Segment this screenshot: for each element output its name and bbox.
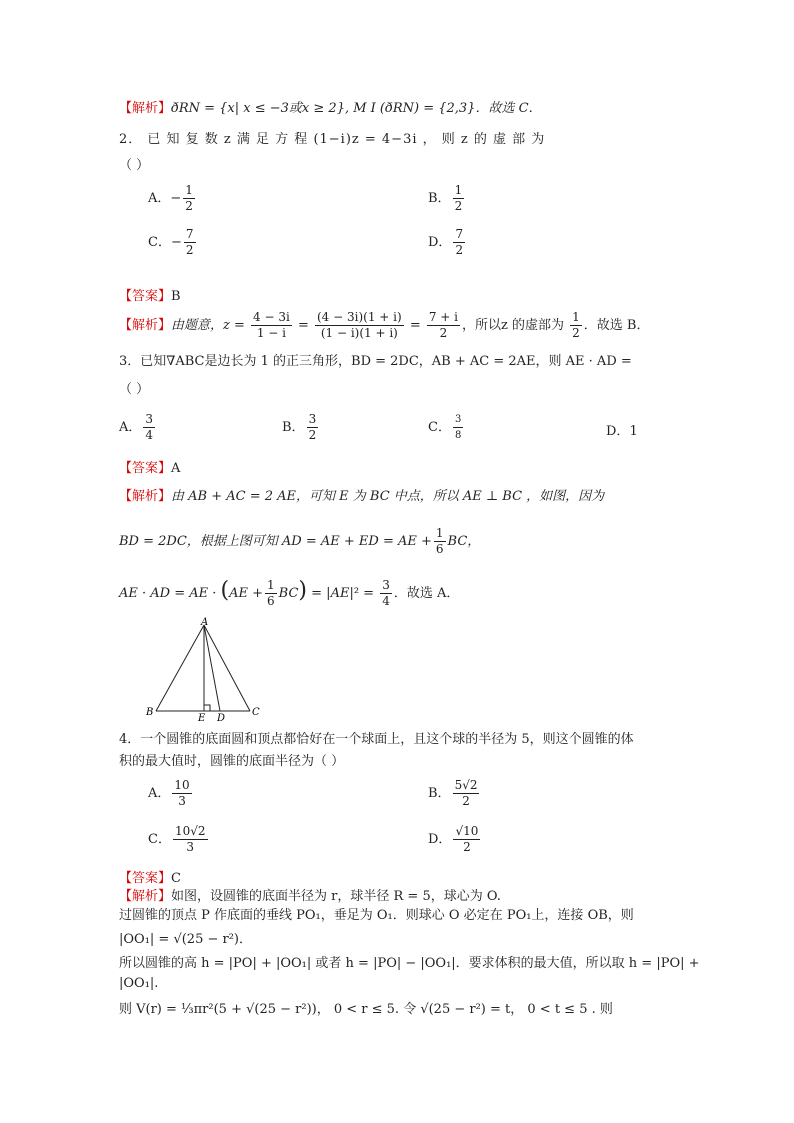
q2-option-c: C．− $\frac{7}{2}$ (148, 227, 194, 257)
q3-option-b: B． $\frac{3}{2}$ (282, 412, 317, 442)
triangle-figure (140, 615, 270, 725)
q2-analysis: 【解析】由题意，z = $\frac{4 - 3i}{1 - i}$ = $\frac{(4 - 3i)(1 + i)}{(1 - i)(1 + i)}$ = $\frac{7 + i}{2}$ ，所以z 的虚部为 $\frac{1}{2}$ ．故选 B． (119, 310, 650, 340)
q3-stem: 3．已知∇ABC是边长为 1 的正三角形，BD = 2DC，AB + AC = 2AE，则 AE · AD = (119, 354, 632, 369)
q3-analysis-line1: 【解析】由 AB + AC = 2 AE，可知 E 为 BC 中点，所以 AE ⊥ BC ，如图，因为 (119, 488, 605, 504)
q4-option-b: B． $\frac{5√2}{2}$ (428, 778, 478, 808)
q3-option-d: D．1 (606, 424, 638, 439)
q2-option-a: A．− $\frac{1}{2}$ (148, 183, 193, 213)
q4-option-a: A． $\frac{10}{3}$ (148, 778, 190, 808)
q4-analysis-line3: |OO₁| = √(25 − r²)． (119, 932, 252, 947)
q4-analysis-line6: 则 V(r) = ⅓πr²(5 + √(25 − r²))， 0 < r ≤ 5. 令 √(25 − r²) = t， 0 < t ≤ 5 . 则 (119, 1002, 613, 1017)
q4-answer: 【答案】C (119, 870, 181, 886)
q3-paren: （ ） (119, 382, 150, 397)
q2-option-d: D． $\frac{7}{2}$ (428, 227, 464, 257)
edge-ab (156, 625, 204, 711)
label-c: C (252, 707, 260, 718)
q4-analysis-line5: |OO₁|. (119, 976, 159, 991)
q3-option-a: A． $\frac{3}{4}$ (119, 412, 154, 442)
label-e: E (198, 713, 206, 724)
q2-stem: 2． 已 知 复 数 z 满 足 方 程 (1−i)z = 4−3i ， 则 z 的 虚 部 为 (119, 132, 546, 147)
q3-answer: 【答案】A (119, 460, 181, 476)
q4-analysis-line4: 所以圆锥的高 h = |PO| + |OO₁| 或者 h = |PO| − |OO₁|．要求体积的最大值，所以取 h = |PO| + (119, 956, 700, 971)
label-a: A (201, 617, 209, 628)
q3-analysis-line2: BD = 2DC，根据上图可知 AD = AE + ED = AE + $\frac{1}{6}$ BC， (119, 526, 481, 556)
q2-paren: （ ） (119, 158, 150, 173)
q4-stem-line1: 4．一个圆锥的底面圆和顶点都恰好在一个球面上，且这个球的半径为 5，则这个圆锥的体 (119, 732, 634, 747)
q4-option-c: C． $\frac{10√2}{3}$ (148, 824, 206, 854)
q4-option-d: D． $\frac{√10}{2}$ (428, 824, 479, 854)
analysis-tag: 【解析】 (119, 100, 172, 115)
q2-answer: 【答案】B (119, 288, 181, 304)
q4-analysis-line1: 【解析】如图，设圆锥的底面半径为 r，球半径 R = 5，球心为 O. (119, 888, 501, 904)
right-angle-mark (204, 705, 210, 711)
label-d: D (217, 713, 226, 724)
segment-ad (204, 625, 220, 711)
q4-analysis-line2: 过圆锥的顶点 P 作底面的垂线 PO₁，垂足为 O₁．则球心 O 必定在 PO₁上，连接 OB，则 (119, 908, 634, 923)
q4-stem-line2: 积的最大值时，圆锥的底面半径为（ ） (119, 754, 345, 769)
q3-analysis-line3: AE · AD = AE · (AE + $\frac{1}{6}$ BC) = |AE|² = $\frac{3}{4}$ ．故选 A． (119, 578, 460, 608)
q3-option-c: C． $\frac{3}{8}$ (428, 414, 462, 441)
q1-analysis-text: ðRN = {x| x ≤ −3或x ≥ 2}, M I (ðRN) = {2,3}．故选 C． (171, 101, 542, 116)
edge-ac (204, 625, 250, 711)
q1-analysis (119, 98, 542, 119)
q2-option-b: B． $\frac{1}{2}$ (428, 183, 463, 213)
label-b: B (146, 707, 154, 718)
